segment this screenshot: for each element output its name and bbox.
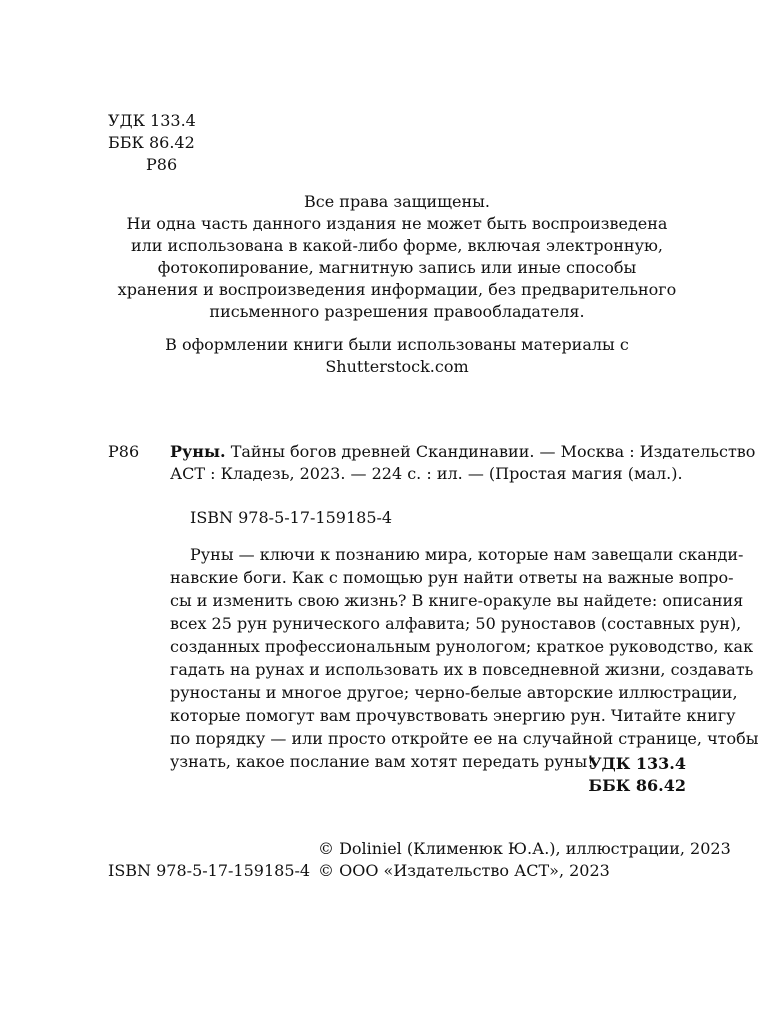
footer-isbn: ISBN 978-5-17-159185-4 <box>108 861 311 880</box>
annotation-line: узнать, какое послание вам хотят передать руны! <box>170 752 594 771</box>
rights-line: хранения и воспроизведения информации, без предварительного <box>117 280 677 299</box>
udk-code-right: УДК 133.4 <box>588 754 686 773</box>
record-line-1 <box>170 441 756 463</box>
annotation-line: созданных профессиональным рунологом; краткое руководство, как <box>170 637 754 656</box>
copyright-block <box>318 838 731 882</box>
rights-line: Ни одна часть данного издания не может быть воспроизведена <box>126 214 668 233</box>
bbk-code: ББК 86.42 <box>108 133 195 152</box>
copyright-publisher: © ООО «Издательство АСТ», 2023 <box>318 861 610 880</box>
annotation-line: которые помогут вам прочувствовать энергию рун. Читайте книгу <box>170 706 736 725</box>
annotation-line: по порядку — или просто откройте ее на случайной странице, чтобы <box>170 729 759 748</box>
record-title-rest: Тайны богов древней Скандинавии. — Москва : Издательство <box>230 442 756 461</box>
materials-line: В оформлении книги были использованы материалы с <box>165 335 629 354</box>
annotation-line: сы и изменить свою жизнь? В книге-оракуле вы найдете: описания <box>170 591 744 610</box>
materials-note <box>108 334 686 378</box>
bbk-code-right: ББК 86.42 <box>588 776 686 795</box>
rights-line: Все права защищены. <box>304 192 490 211</box>
rights-notice <box>108 191 686 323</box>
udk-code: УДК 133.4 <box>108 111 196 130</box>
annotation <box>170 543 759 773</box>
classification-codes-right <box>500 753 686 797</box>
annotation-line: гадать на рунах и использовать их в повседневной жизни, создавать <box>170 660 754 679</box>
rights-line: письменного разрешения правообладателя. <box>209 302 585 321</box>
annotation-line: руностаны и многое другое; черно-белые авторские иллюстрации, <box>170 683 738 702</box>
annotation-line: всех 25 рун рунического алфавита; 50 руноставов (составных рун), <box>170 614 742 633</box>
materials-source: Shutterstock.com <box>325 357 469 376</box>
annotation-line: Руны — ключи к познанию мира, которые нам завещали сканди- <box>190 545 744 564</box>
record-isbn: ISBN 978-5-17-159185-4 <box>190 508 393 527</box>
annotation-line: навские боги. Как с помощью рун найти ответы на важные вопро- <box>170 568 734 587</box>
record-line-2: АСТ : Кладезь, 2023. — 224 с. : ил. — (Простая магия (мал.). <box>170 464 683 483</box>
rights-line: или использована в какой-либо форме, включая электронную, <box>130 236 664 255</box>
rights-line: фотокопирование, магнитную запись или иные способы <box>157 258 637 277</box>
record-author-sign: Р86 <box>108 442 140 461</box>
copyright-illustrations: © Doliniel (Клименюк Ю.А.), иллюстрации, 2023 <box>318 839 731 858</box>
record-title: Руны. <box>170 442 226 461</box>
classification-codes <box>108 110 268 176</box>
author-sign: Р86 <box>146 155 178 174</box>
